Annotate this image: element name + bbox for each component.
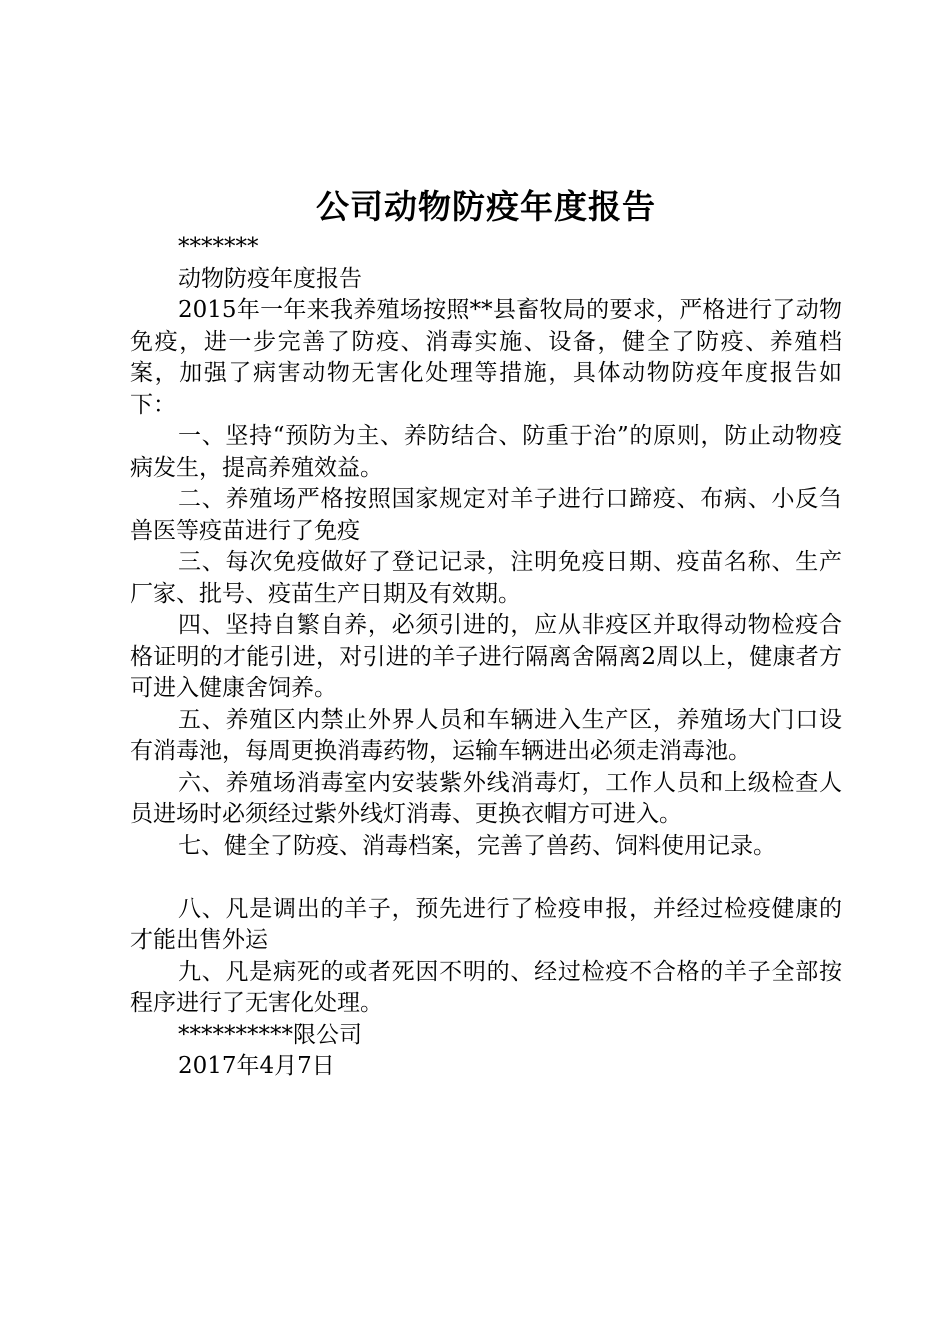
report-date: 2017年4月7日 bbox=[178, 1053, 335, 1079]
blank-line bbox=[130, 862, 842, 894]
item-7-paragraph: 七、健全了防疫、消毒档案，完善了兽药、饲料使用记录。 bbox=[178, 832, 776, 859]
item-9-paragraph: 九、凡是病死的或者死因不明的、经过检疫不合格的羊子全部按程序进行了无害化处理。 bbox=[130, 958, 842, 1016]
item-1-paragraph: 一、坚持“预防为主、养防结合、防重于治”的原则，防止动物疫病发生，提高养殖效益。 bbox=[130, 423, 842, 481]
redacted-line: ******* bbox=[178, 234, 259, 260]
item-3-paragraph: 三、每次免疫做好了登记记录，注明免疫日期、疫苗名称、生产厂家、批号、疫苗生产日期及有效期。 bbox=[130, 549, 842, 607]
item-8-paragraph: 八、凡是调出的羊子，预先进行了检疫申报，并经过检疫健康的才能出售外运 bbox=[130, 895, 842, 953]
document-page bbox=[130, 184, 842, 1083]
report-subtitle: 动物防疫年度报告 bbox=[178, 265, 362, 292]
item-6-paragraph: 六、养殖场消毒室内安装紫外线消毒灯，工作人员和上级检查人员进场时必须经过紫外线灯消毒、更换衣帽方可进入。 bbox=[130, 769, 842, 827]
item-5-paragraph: 五、养殖区内禁止外界人员和车辆进入生产区，养殖场大门口设有消毒池，每周更换消毒药物，运输车辆进出必须走消毒池。 bbox=[130, 706, 842, 764]
item-2-paragraph: 二、养殖场严格按照国家规定对羊子进行口蹄疫、布病、小反刍兽医等疫苗进行了免疫 bbox=[130, 486, 842, 544]
intro-paragraph: 2015年一年来我养殖场按照**县畜牧局的要求，严格进行了动物免疫，进一步完善了防疫、消毒实施、设备，健全了防疫、养殖档案，加强了病害动物无害化处理等措施，具体动物防疫年度报告如下： bbox=[130, 297, 842, 418]
company-signature: **********限公司 bbox=[178, 1021, 362, 1048]
item-4-paragraph: 四、坚持自繁自养，必须引进的，应从非疫区并取得动物检疫合格证明的才能引进，对引进的羊子进行隔离舍隔离2周以上，健康者方可进入健康舍饲养。 bbox=[130, 612, 842, 701]
document-title: 公司动物防疫年度报告 bbox=[316, 187, 656, 226]
